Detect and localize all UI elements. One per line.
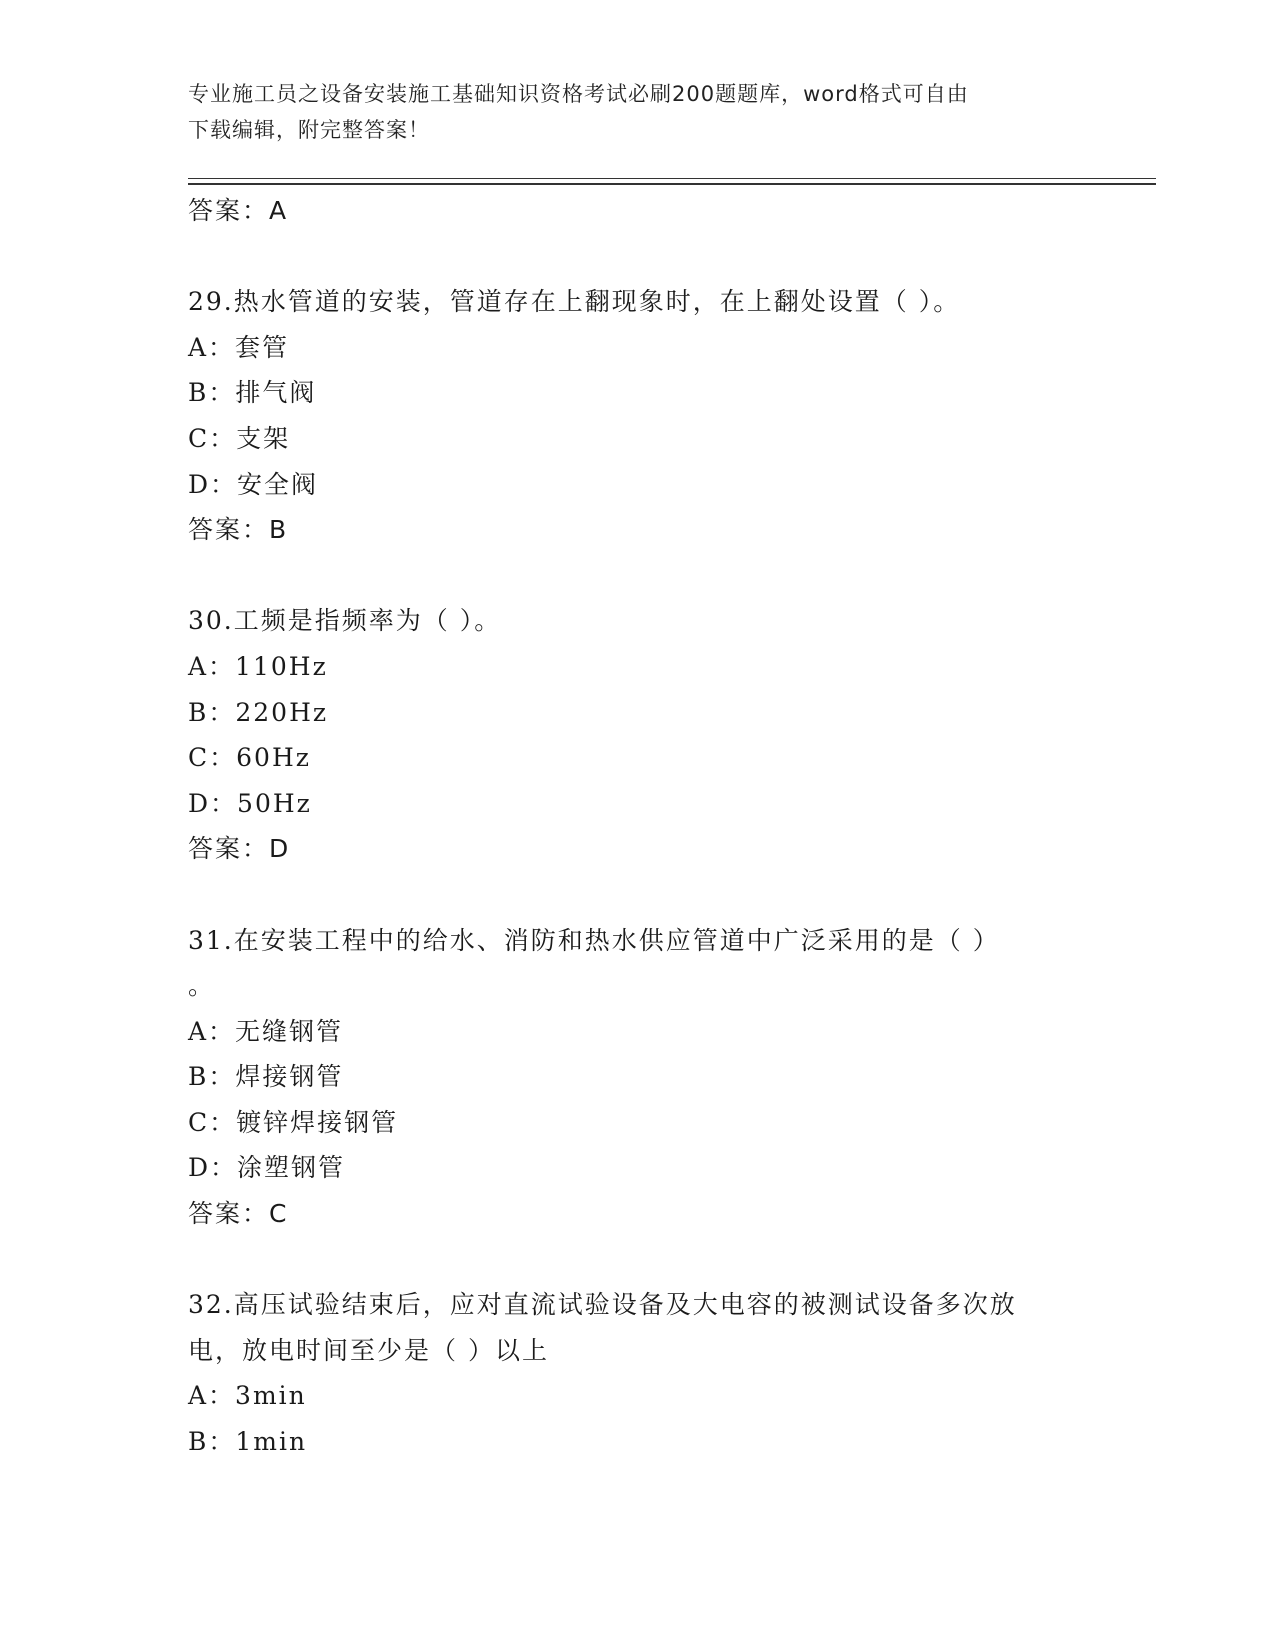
option-b: B：220Hz	[188, 697, 329, 727]
answer-line: 答案：D	[188, 834, 291, 864]
question-text: 32.高压试验结束后，应对直流试验设备及大电容的被测试设备多次放	[188, 1290, 1017, 1320]
option-a: A：套管	[188, 332, 290, 362]
question-text: 31.在安装工程中的给水、消防和热水供应管道中广泛采用的是（ ）	[188, 925, 1000, 955]
option-c: C：镀锌焊接钢管	[188, 1107, 399, 1137]
document-header	[188, 76, 1088, 148]
option-d: D：50Hz	[188, 788, 312, 818]
document-body	[188, 188, 1088, 1465]
spacer	[188, 234, 1088, 280]
answer-line: 答案：B	[188, 515, 289, 545]
option-a: A：3min	[188, 1381, 307, 1411]
question-text: 29.热水管道的安装，管道存在上翻现象时，在上翻处设置（ ）。	[188, 287, 961, 317]
option-a: A：无缝钢管	[188, 1016, 344, 1046]
question-text-continued: 。	[188, 971, 216, 1001]
question-text: 30.工频是指频率为（ ）。	[188, 606, 502, 636]
spacer	[188, 1237, 1088, 1283]
header-rule-thick	[188, 183, 1156, 185]
spacer	[188, 553, 1088, 599]
header-line-2: 下载编辑，附完整答案！	[188, 118, 430, 142]
question-text-continued: 电，放电时间至少是（ ）以上	[188, 1335, 549, 1365]
option-b: B：排气阀	[188, 378, 317, 408]
option-b: B：焊接钢管	[188, 1062, 344, 1092]
answer-line: 答案：C	[188, 1199, 289, 1229]
option-b: B：1min	[188, 1427, 308, 1457]
option-c: C：支架	[188, 423, 291, 453]
header-line-1: 专业施工员之设备安装施工基础知识资格考试必刷200题题库，word格式可自由	[188, 82, 969, 106]
option-a: A：110Hz	[188, 651, 328, 681]
option-d: D：安全阀	[188, 469, 319, 499]
answer-line: 答案：A	[188, 196, 289, 225]
option-d: D：涂塑钢管	[188, 1153, 346, 1183]
header-rule-thin	[188, 178, 1156, 179]
spacer	[188, 872, 1088, 918]
option-c: C：60Hz	[188, 743, 311, 773]
